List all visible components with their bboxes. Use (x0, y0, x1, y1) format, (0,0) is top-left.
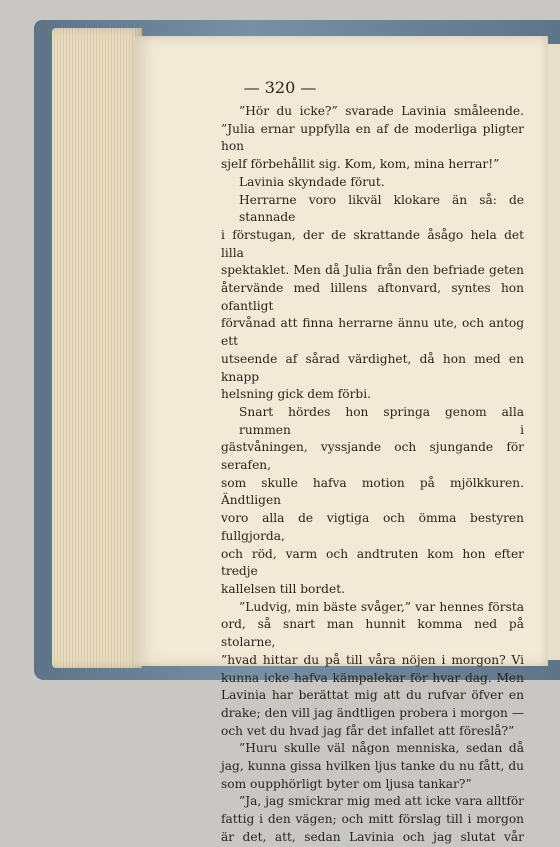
text-line: jag, kunna gissa hvilken ljus tanke du nu fått, du (221, 759, 524, 774)
text-line: spektaklet. Men då Julia från den befriade geten (221, 263, 524, 278)
text-line: helsning gick dem förbi. (221, 387, 371, 402)
text-line: drake; den vill jag ändtligen probera i morgon — (221, 705, 524, 720)
text-line: ”Ludvig, min bäste svåger,” var hennes första (239, 599, 524, 614)
text-line: Snart hördes hon springa genom alla rummen i (239, 404, 524, 437)
text-line: ”Ja, jag smickrar mig med att icke vara alltför (239, 794, 524, 809)
page-text (84, 103, 524, 847)
next-page-edge (548, 44, 560, 660)
text-line: Lavinia har berättat mig att du rufvar öfver en (221, 688, 524, 703)
text-line: ”Julia ernar uppfylla en af de moderliga pligter hon (221, 121, 524, 154)
text-line: Lavinia skyndade förut. (239, 174, 385, 189)
text-line: gästvåningen, vyssjande och sjungande för serafen, (221, 440, 524, 473)
text-line: ”hvad hittar du på till våra nöjen i morgon? Vi (221, 652, 524, 667)
text-line: och vet du hvad jag får det infallet att föreslå?” (221, 723, 515, 738)
text-line: förvånad att finna herrarne ännu ute, och antog ett (221, 316, 524, 349)
text-line: i förstugan, der de skrattande åsågo hela det lilla (221, 227, 524, 260)
text-line: sjelf förbehållit sig. Kom, kom, mina herrar!” (221, 157, 500, 172)
text-line: fattig i den vägen; och mitt förslag till i morgon (221, 812, 524, 827)
text-line: kunna icke hafva kämpalekar för hvar dag. Men (221, 670, 524, 685)
text-line: ”Hör du icke?” svarade Lavinia småleende. (239, 104, 524, 118)
page-number: — 320 — (243, 78, 317, 97)
text-line: voro alla de vigtiga och ömma bestyren fullgjorda, (221, 511, 524, 543)
text-line: som oupphörligt byter om ljusa tankar?” (221, 776, 472, 791)
text-line: Herrarne voro likväl klokare än så: de stannade (239, 192, 524, 225)
text-line: utseende af sårad värdighet, då hon med en knapp (221, 351, 524, 384)
text-line: och röd, varm och andtruten kom hon efter tredje (221, 546, 524, 579)
text-line: kallelsen till bordet. (221, 581, 345, 596)
text-line: som skulle hafva motion på mjölkkuren. Ändtligen (221, 475, 524, 508)
text-line: ord, så snart man hunnit komma ned på stolarne, (221, 617, 524, 650)
text-line: ”Huru skulle väl någon menniska, sedan då (239, 741, 524, 756)
text-line: är det, att, sedan Lavinia och jag slutat vår (221, 829, 524, 844)
text-line: återvände med lillens aftonvard, syntes hon ofantligt (221, 281, 524, 313)
